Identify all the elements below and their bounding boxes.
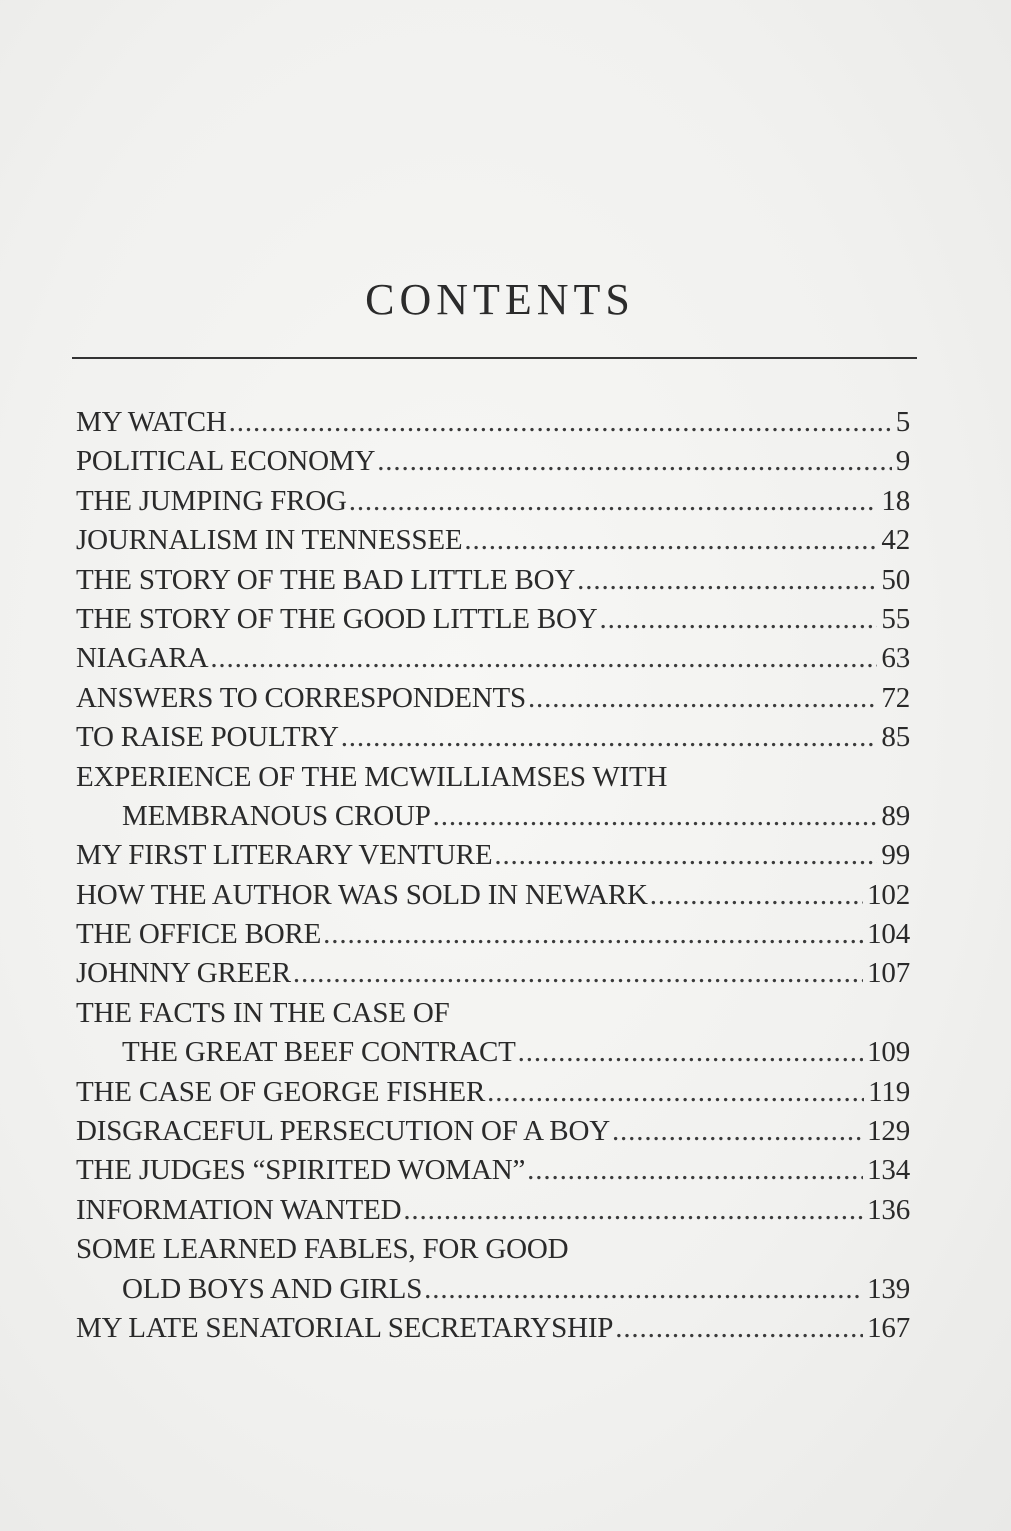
toc-entry-page-number: 102 [867, 878, 910, 911]
dot-leader [518, 1033, 863, 1072]
dot-leader [341, 718, 878, 757]
toc-entry-page-number: 139 [867, 1272, 910, 1305]
dot-leader [528, 679, 877, 718]
toc-entry-title: THE CASE OF GEORGE FISHER [76, 1075, 486, 1108]
toc-entry-title: THE JUMPING FROG [76, 484, 347, 517]
toc-entry [76, 876, 910, 915]
toc-entry [76, 1191, 910, 1230]
dot-leader [600, 600, 878, 639]
toc-entry [76, 915, 910, 954]
toc-entry [76, 1270, 910, 1309]
toc-entry [76, 561, 910, 600]
toc-entry-page-number: 129 [867, 1115, 910, 1148]
toc-entry-title: THE STORY OF THE BAD LITTLE BOY [76, 563, 576, 596]
dot-leader [424, 1270, 863, 1309]
toc-entry-page-number: 18 [881, 484, 910, 517]
toc-entry-title: TO RAISE POULTRY [76, 721, 339, 754]
dot-leader [210, 639, 877, 678]
dot-leader [615, 1309, 863, 1348]
toc-entry-title-line: THE FACTS IN THE CASE OF [76, 996, 450, 1029]
toc-entry-title: JOHNNY GREER [76, 957, 291, 990]
toc-entry-page-number: 167 [867, 1311, 910, 1344]
toc-entry-page-number: 89 [881, 799, 910, 832]
toc-entry-title: DISGRACEFUL PERSECUTION OF A BOY [76, 1115, 610, 1148]
toc-entry-title: JOURNALISM IN TENNESSEE [76, 524, 463, 557]
toc-entry-title: THE JUDGES “SPIRITED WOMAN” [76, 1154, 526, 1187]
toc-entry [76, 600, 910, 639]
toc-entry-page-number: 72 [881, 681, 910, 714]
toc-entry-title: MEMBRANOUS CROUP [122, 799, 431, 832]
dot-leader [403, 1191, 863, 1230]
toc-entry [76, 442, 910, 481]
toc-entry-page-number: 50 [881, 563, 910, 596]
toc-entry [76, 679, 910, 718]
toc-entry-title: HOW THE AUTHOR WAS SOLD IN NEWARK [76, 878, 648, 911]
dot-leader [487, 1073, 864, 1112]
dot-leader [229, 403, 892, 442]
table-of-contents [76, 403, 910, 1348]
toc-entry-page-number: 107 [867, 957, 910, 990]
toc-entry-page-number: 104 [867, 918, 910, 951]
toc-entry [76, 639, 910, 678]
dot-leader [577, 561, 877, 600]
toc-entry-title: THE STORY OF THE GOOD LITTLE BOY [76, 602, 598, 635]
toc-entry-title: THE OFFICE BORE [76, 918, 322, 951]
toc-entry-page-number: 42 [881, 524, 910, 557]
toc-entry [76, 718, 910, 757]
toc-entry [76, 954, 910, 993]
dot-leader [527, 1151, 863, 1190]
toc-entry-page-number: 136 [867, 1193, 910, 1226]
toc-entry-title: INFORMATION WANTED [76, 1193, 402, 1226]
toc-entry-page-number: 119 [868, 1075, 910, 1108]
toc-entry [76, 797, 910, 836]
toc-entry-title-line: EXPERIENCE OF THE MCWILLIAMSES WITH [76, 760, 668, 793]
toc-entry-title-line: SOME LEARNED FABLES, FOR GOOD [76, 1233, 569, 1266]
toc-entry-page-number: 99 [881, 839, 910, 872]
toc-entry-page-number: 85 [881, 721, 910, 754]
toc-entry-page-number: 5 [895, 406, 910, 438]
toc-entry-title: MY WATCH [76, 406, 227, 438]
dot-leader [650, 876, 863, 915]
toc-entry [76, 1151, 910, 1190]
toc-entry-title: MY FIRST LITERARY VENTURE [76, 839, 493, 872]
dot-leader [612, 1112, 863, 1151]
dot-leader [494, 836, 877, 875]
toc-entry-title: MY LATE SENATORIAL SECRETARYSHIP [76, 1311, 614, 1344]
dot-leader [464, 521, 877, 560]
toc-entry-page-number: 134 [867, 1154, 910, 1187]
toc-entry [76, 836, 910, 875]
toc-entry [76, 1112, 910, 1151]
toc-entry-title: OLD BOYS AND GIRLS [122, 1272, 423, 1305]
toc-entry [76, 482, 910, 521]
dot-leader [293, 954, 863, 993]
toc-entry [76, 521, 910, 560]
toc-entry-page-number: 109 [867, 1036, 910, 1069]
toc-entry-page-number: 9 [895, 445, 910, 478]
heading-rule [72, 357, 917, 359]
toc-entry-title: POLITICAL ECONOMY [76, 445, 376, 478]
dot-leader [323, 915, 863, 954]
toc-entry-page-number: 63 [881, 642, 910, 675]
toc-entry-title: THE GREAT BEEF CONTRACT [122, 1036, 516, 1069]
dot-leader [433, 797, 878, 836]
toc-entry [76, 403, 910, 442]
toc-entry [76, 1033, 910, 1072]
toc-entry [76, 1073, 910, 1112]
toc-entry-title: ANSWERS TO CORRESPONDENTS [76, 681, 526, 714]
dot-leader [349, 482, 878, 521]
contents-heading: CONTENTS [365, 275, 635, 324]
toc-entry [76, 1309, 910, 1348]
toc-entry-page-number: 55 [881, 602, 910, 635]
toc-entry-title: NIAGARA [76, 642, 209, 675]
dot-leader [377, 442, 891, 481]
